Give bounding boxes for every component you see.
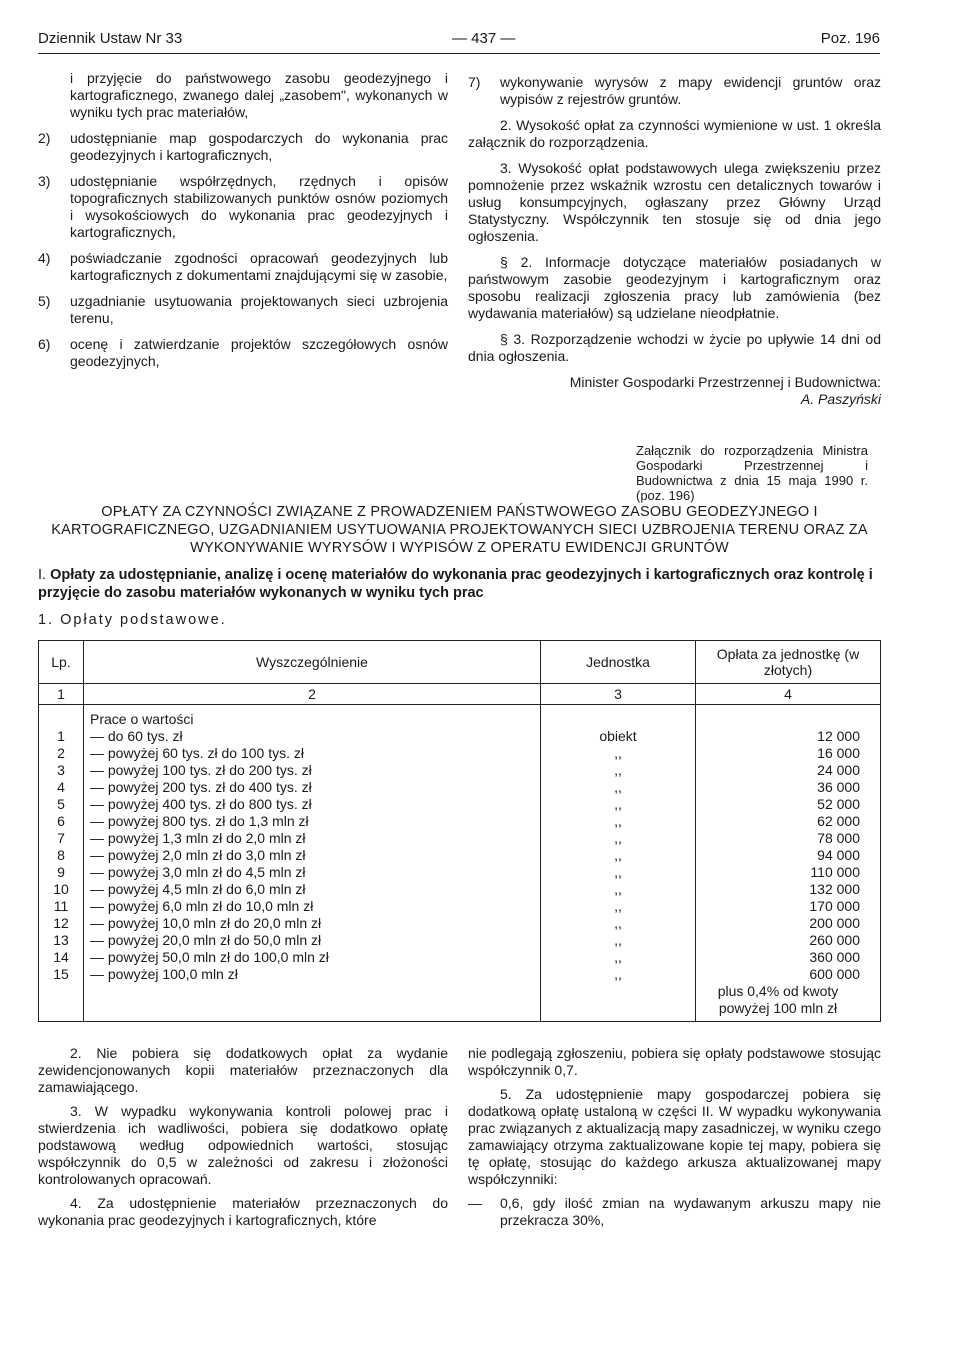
row-fee: 78 000 (817, 830, 860, 846)
row-unit: ,, (614, 779, 622, 795)
row-lp: 7 (57, 830, 65, 846)
left-column (38, 70, 448, 379)
spacer (696, 711, 860, 728)
row-description: — do 60 tys. zł (90, 728, 183, 744)
signer-name: A. Paszyński (800, 391, 881, 407)
intro-text: i przyjęcie do państwowego zasobu geodezyjnego i kartograficznego, zwanego dalej „zasobem", wykonanych w wyniku tych prac materiałów, (70, 70, 448, 120)
row-description: — powyżej 2,0 mln zł do 3,0 mln zł (90, 847, 306, 863)
row-fee: 16 000 (817, 745, 860, 761)
header-unit: Jednostka (541, 641, 696, 684)
row-unit: ,, (614, 864, 622, 880)
paragraph-5-bottom: 5. Za udostępnienie mapy gospodarczej pobiera się dodatkową opłatę ustaloną w części II. W wypadku wykonywania prac związanych z aktualizacją mapy zasadniczej, w wyniku czego zamawiający otrzyma zaktualizowane kopie tej mapy, pobiera się tę opłatę, stosując do każdego arkusza aktualizowanej mapy współczynniki: (468, 1086, 881, 1187)
row-description: — powyżej 4,5 mln zł do 6,0 mln zł (90, 881, 306, 897)
row-unit: ,, (614, 966, 622, 982)
paragraph-2-bottom: 2. Nie pobiera się dodatkowych opłat za wydanie zewidencjonowanych kopii materiałów przeznaczonych dla zamawiającego. (38, 1045, 448, 1095)
header-description: Wyszczególnienie (84, 641, 541, 684)
row-unit: ,, (614, 830, 622, 846)
row-lp: 13 (53, 932, 69, 948)
dash-item (468, 1195, 881, 1229)
spacer (39, 711, 83, 728)
column-number: 3 (541, 684, 696, 705)
list-item-text: poświadczanie zgodności opracowań geodezyjnych lub kartograficznych z dokumentami znajdującymi się w zasobie, (70, 250, 448, 283)
position-number: Poz. 196 (820, 30, 880, 47)
fee-note: plus 0,4% od kwoty (717, 983, 839, 999)
row-lp: 2 (57, 745, 65, 761)
column-number: 4 (696, 684, 881, 705)
dash-mark: — (468, 1195, 482, 1211)
paragraph-3: 3. Wysokość opłat podstawowych ulega zwiększeniu przez pomnożenie przez wskaźnik wzrostu cen detalicznych towarów i usług konsumpcyjnych, ogłaszany przez Główny Urząd Statystyczny. Współczynnik ten stosuje się od dnia jego ogłoszenia. (468, 160, 881, 244)
list-item-number: 3) (38, 173, 51, 189)
row-lp: 5 (57, 796, 65, 812)
row-unit: obiekt (599, 728, 637, 744)
intro-continuation (38, 70, 448, 121)
paragraph-3-bottom: 3. W wypadku wykonywania kontroli polowej prac i stwierdzenia ich wadliwości, pobiera się dodatkowo opłatę podstawową według odpowiednich wartości, stosując współczynnik do 0,5 w zależności od zakresu i złożoności kontrolowanych opracowań. (38, 1103, 448, 1187)
column-number-row (39, 684, 881, 705)
row-description: — powyżej 1,3 mln zł do 2,0 mln zł (90, 830, 306, 846)
column-number: 1 (39, 684, 84, 705)
fee-cell (696, 705, 881, 1022)
list-item-text: udostępnianie map gospodarczych do wykonania prac geodezyjnych i kartograficznych, (70, 130, 448, 163)
row-lp: 10 (53, 881, 69, 897)
lp-cell (39, 705, 84, 1022)
row-unit: ,, (614, 932, 622, 948)
row-description: — powyżej 20,0 mln zł do 50,0 mln zł (90, 932, 322, 948)
paragraph-4-continuation: nie podlegają zgłoszeniu, pobiera się opłaty podstawowe stosując współczynnik 0,7. (468, 1045, 881, 1078)
row-description: — powyżej 100 tys. zł do 200 tys. zł (90, 762, 312, 778)
row-lp: 1 (57, 728, 65, 744)
row-description: — powyżej 10,0 mln zł do 20,0 mln zł (90, 915, 322, 931)
list-item-text: uzgadnianie usytuowania projektowanych sieci uzbrojenia terenu, (70, 293, 448, 326)
row-fee: 94 000 (817, 847, 860, 863)
row-unit: ,, (614, 949, 622, 965)
journal-name: Dziennik Ustaw Nr 33 (38, 30, 183, 47)
subsection-heading: 1. Opłaty podstawowe. (38, 612, 227, 628)
list-item (38, 293, 448, 327)
running-header (38, 30, 880, 50)
list-item-number: 4) (38, 250, 51, 266)
row-description: — powyżej 3,0 mln zł do 4,5 mln zł (90, 864, 306, 880)
row-fee: 600 000 (809, 966, 860, 982)
header-fee: Opłata za jednostkę (w złotych) (696, 641, 881, 684)
list-item-text: udostępnianie współrzędnych, rzędnych i opisów topograficznych stabilizowanych punktów osnów poziomych i wysokościowych do wykonania prac geodezyjnych i kartograficznych, (70, 173, 448, 240)
header-rule (38, 53, 880, 54)
signer-title: Minister Gospodarki Przestrzennej i Budownictwa: (569, 374, 881, 390)
list-item-number: 5) (38, 293, 51, 309)
list-item (38, 173, 448, 241)
list-item-text: ocenę i zatwierdzanie projektów szczegółowych osnów geodezyjnych, (70, 336, 448, 369)
row-fee: 110 000 (810, 864, 860, 880)
list-item-number: 2) (38, 130, 51, 146)
row-description: — powyżej 100,0 mln zł (90, 966, 238, 982)
row-lp: 4 (57, 779, 65, 795)
document-title: OPŁATY ZA CZYNNOŚCI ZWIĄZANE Z PROWADZENIEM PAŃSTWOWEGO ZASOBU GEODEZYJNEGO I KARTOGRAFICZNEGO, UZGADNIANIEM USYTUOWANIA PROJEKTOWANYCH SIECI UZBROJENIA TERENU ORAZ ZA WYKONYWANIE WYRYSÓW I WYPISÓW Z OPERATU EWIDENCJI GRUNTÓW (51, 504, 868, 556)
right-column (468, 74, 881, 417)
row-lp: 3 (57, 762, 65, 778)
row-lp: 6 (57, 813, 65, 829)
row-fee: 200 000 (809, 915, 860, 931)
section-number: I. (38, 567, 47, 583)
bottom-right-column (468, 1045, 881, 1236)
list-item (468, 74, 881, 108)
row-unit: ,, (614, 881, 622, 897)
list-item-text: wykonywanie wyrysów z mapy ewidencji gruntów oraz wypisów z rejestrów gruntów. (500, 74, 881, 107)
row-fee: 12 000 (817, 728, 860, 744)
row-unit: ,, (614, 847, 622, 863)
row-lp: 9 (57, 864, 65, 880)
row-lp: 11 (53, 898, 69, 914)
row-unit: ,, (614, 915, 622, 931)
dash-item-text: 0,6, gdy ilość zmian na wydawanym arkuszu mapy nie przekracza 30%, (500, 1195, 881, 1228)
row-fee: 170 000 (809, 898, 860, 914)
fee-table (38, 640, 881, 1022)
row-description: — powyżej 400 tys. zł do 800 tys. zł (90, 796, 312, 812)
paragraph-2: 2. Wysokość opłat za czynności wymienione w ust. 1 określa załącznik do rozporządzenia. (468, 117, 881, 150)
row-description: — powyżej 60 tys. zł do 100 tys. zł (90, 745, 304, 761)
row-unit: ,, (614, 762, 622, 778)
list-item (38, 250, 448, 284)
row-fee: 132 000 (809, 881, 860, 897)
annex-note: Załącznik do rozporządzenia Ministra Gospodarki Przestrzennej i Budownictwa z dnia 15 maja 1990 r. (poz. 196) (636, 443, 868, 503)
row-lp: 15 (53, 966, 69, 982)
table-body-row (39, 705, 881, 1022)
row-fee: 36 000 (817, 779, 860, 795)
row-lp: 12 (53, 915, 69, 931)
section-text: Opłaty za udostępnianie, analizę i ocenę materiałów do wykonania prac geodezyjnych i kartograficznych oraz kontrolę i przyjęcie do zasobu materiałów wykonanych w wyniku tych prac (38, 567, 873, 601)
header-lp: Lp. (39, 641, 84, 684)
fee-note: powyżej 100 mln zł (718, 1000, 838, 1016)
row-description: — powyżej 6,0 mln zł do 10,0 mln zł (90, 898, 314, 914)
row-lp: 8 (57, 847, 65, 863)
row-lp: 14 (53, 949, 69, 965)
list-item (38, 130, 448, 164)
row-description: — powyżej 200 tys. zł do 400 tys. zł (90, 779, 312, 795)
section-heading (38, 566, 881, 602)
row-description: — powyżej 800 tys. zł do 1,3 mln zł (90, 813, 309, 829)
unit-cell (541, 705, 696, 1022)
row-fee: 52 000 (817, 796, 860, 812)
group-label: Prace o wartości (90, 711, 194, 727)
row-description: — powyżej 50,0 mln zł do 100,0 mln zł (90, 949, 329, 965)
bottom-left-column (38, 1045, 448, 1236)
spacer (541, 711, 695, 728)
description-cell (84, 705, 541, 1022)
table-header-row (39, 641, 881, 684)
list-item-number: 7) (468, 74, 481, 90)
section-3-paragraph: § 3. Rozporządzenie wchodzi w życie po upływie 14 dni od dnia ogłoszenia. (468, 331, 881, 364)
column-number: 2 (84, 684, 541, 705)
paragraph-4-bottom: 4. Za udostępnienie materiałów przeznaczonych do wykonania prac geodezyjnych i kartograficznych, które (38, 1195, 448, 1228)
row-fee: 360 000 (809, 949, 860, 965)
list-item (38, 336, 448, 370)
row-fee: 62 000 (817, 813, 860, 829)
page-number: — 437 — (452, 30, 516, 47)
row-fee: 260 000 (809, 932, 860, 948)
row-fee: 24 000 (817, 762, 860, 778)
row-unit: ,, (614, 898, 622, 914)
section-2-paragraph: § 2. Informacje dotyczące materiałów posiadanych w państwowym zasobie geodezyjnym i kartograficznym oraz sposobu realizacji zgłoszenia pracy lub zamówienia (bez wydawania materiałów) są udzielane nieodpłatnie. (468, 254, 881, 321)
list-item-number: 6) (38, 336, 51, 352)
row-unit: ,, (614, 745, 622, 761)
row-unit: ,, (614, 813, 622, 829)
row-unit: ,, (614, 796, 622, 812)
